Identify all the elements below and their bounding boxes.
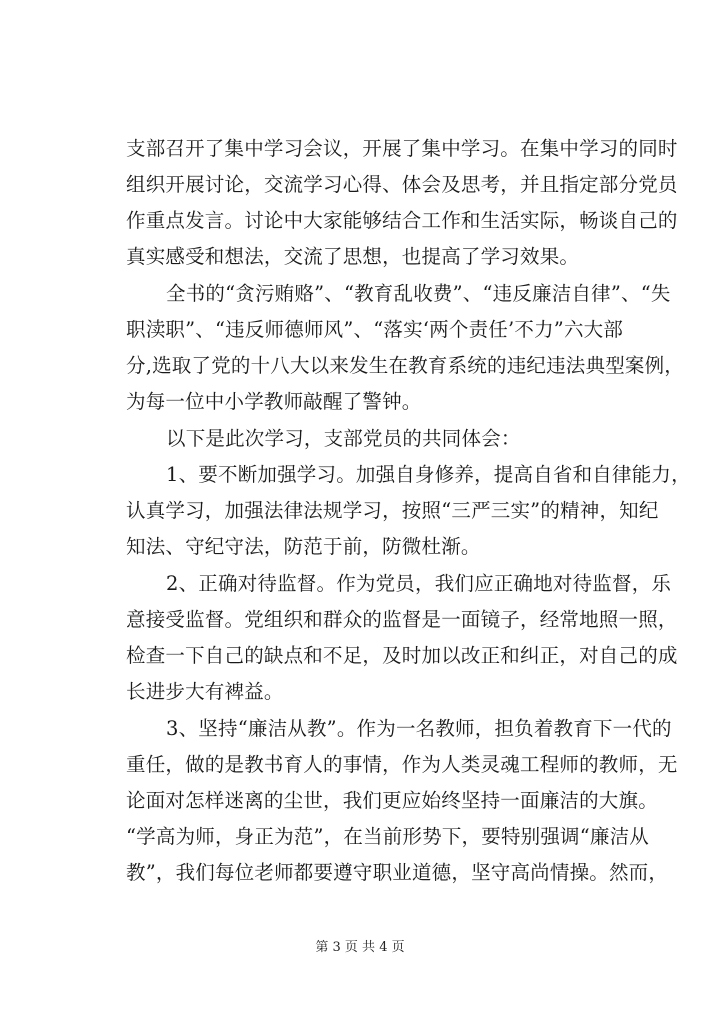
text-line: 为每一位中小学教师敲醒了警钟。 bbox=[126, 390, 422, 413]
text-line: 论面对怎样迷离的尘世，我们更应始终坚持一面廉洁的大旗。 bbox=[126, 789, 658, 812]
paragraph-first-line: 全书的“贪污贿赂”、“教育乱收费”、“违反廉洁自律”、“失 bbox=[166, 282, 671, 305]
text-line: 真实感受和想法，交流了思想，也提高了学习效果。 bbox=[126, 245, 580, 268]
text-line: 重任，做的是教书育人的事情，作为人类灵魂工程师的教师，无 bbox=[126, 753, 678, 776]
text-line: 长进步大有裨益。 bbox=[126, 680, 284, 703]
text-line: 认真学习，加强法律法规学习，按照“三严三实”的精神，知纪 bbox=[126, 499, 659, 522]
text-line: 检查一下自己的缺点和不足，及时加以改正和纠正，对自己的成 bbox=[126, 644, 678, 667]
text-line: 知法、守纪守法，防范于前，防微杜渐。 bbox=[126, 535, 481, 558]
paragraph-first-line: 以下是此次学习，支部党员的共同体会： bbox=[166, 427, 521, 450]
text-line: 意接受监督。党组织和群众的监督是一面镜子，经常地照一照， bbox=[126, 608, 678, 631]
text-line: 组织开展讨论，交流学习心得、体会及思考，并且指定部分党员 bbox=[126, 173, 678, 196]
paragraph-first-line: 1、要不断加强学习。加强自身修养，提高自省和自律能力， bbox=[166, 463, 691, 486]
text-line: 职渎职”、“违反师德师风”、“落实‘两个责任’不力”六大部 bbox=[126, 318, 624, 341]
paragraph-first-line: 2、正确对待监督。作为党员，我们应正确地对待监督，乐 bbox=[166, 572, 672, 595]
text-line: 教”，我们每位老师都要遵守职业道德，坚守高尚情操。然而， bbox=[126, 861, 669, 884]
text-line: 分,选取了党的十八大以来发生在教育系统的违纪违法典型案例， bbox=[126, 354, 684, 377]
text-line: “学高为师，身正为范”，在当前形势下，要特别强调“廉洁从 bbox=[126, 825, 650, 848]
page-number-footer: 第 3 页 共 4 页 bbox=[315, 940, 405, 955]
text-line: 支部召开了集中学习会议，开展了集中学习。在集中学习的同时 bbox=[126, 137, 678, 160]
text-line: 作重点发言。讨论中大家能够结合工作和生活实际，畅谈自己的 bbox=[126, 209, 678, 232]
paragraph-first-line: 3、坚持“廉洁从教”。作为一名教师，担负着教育下一代的 bbox=[166, 717, 672, 740]
